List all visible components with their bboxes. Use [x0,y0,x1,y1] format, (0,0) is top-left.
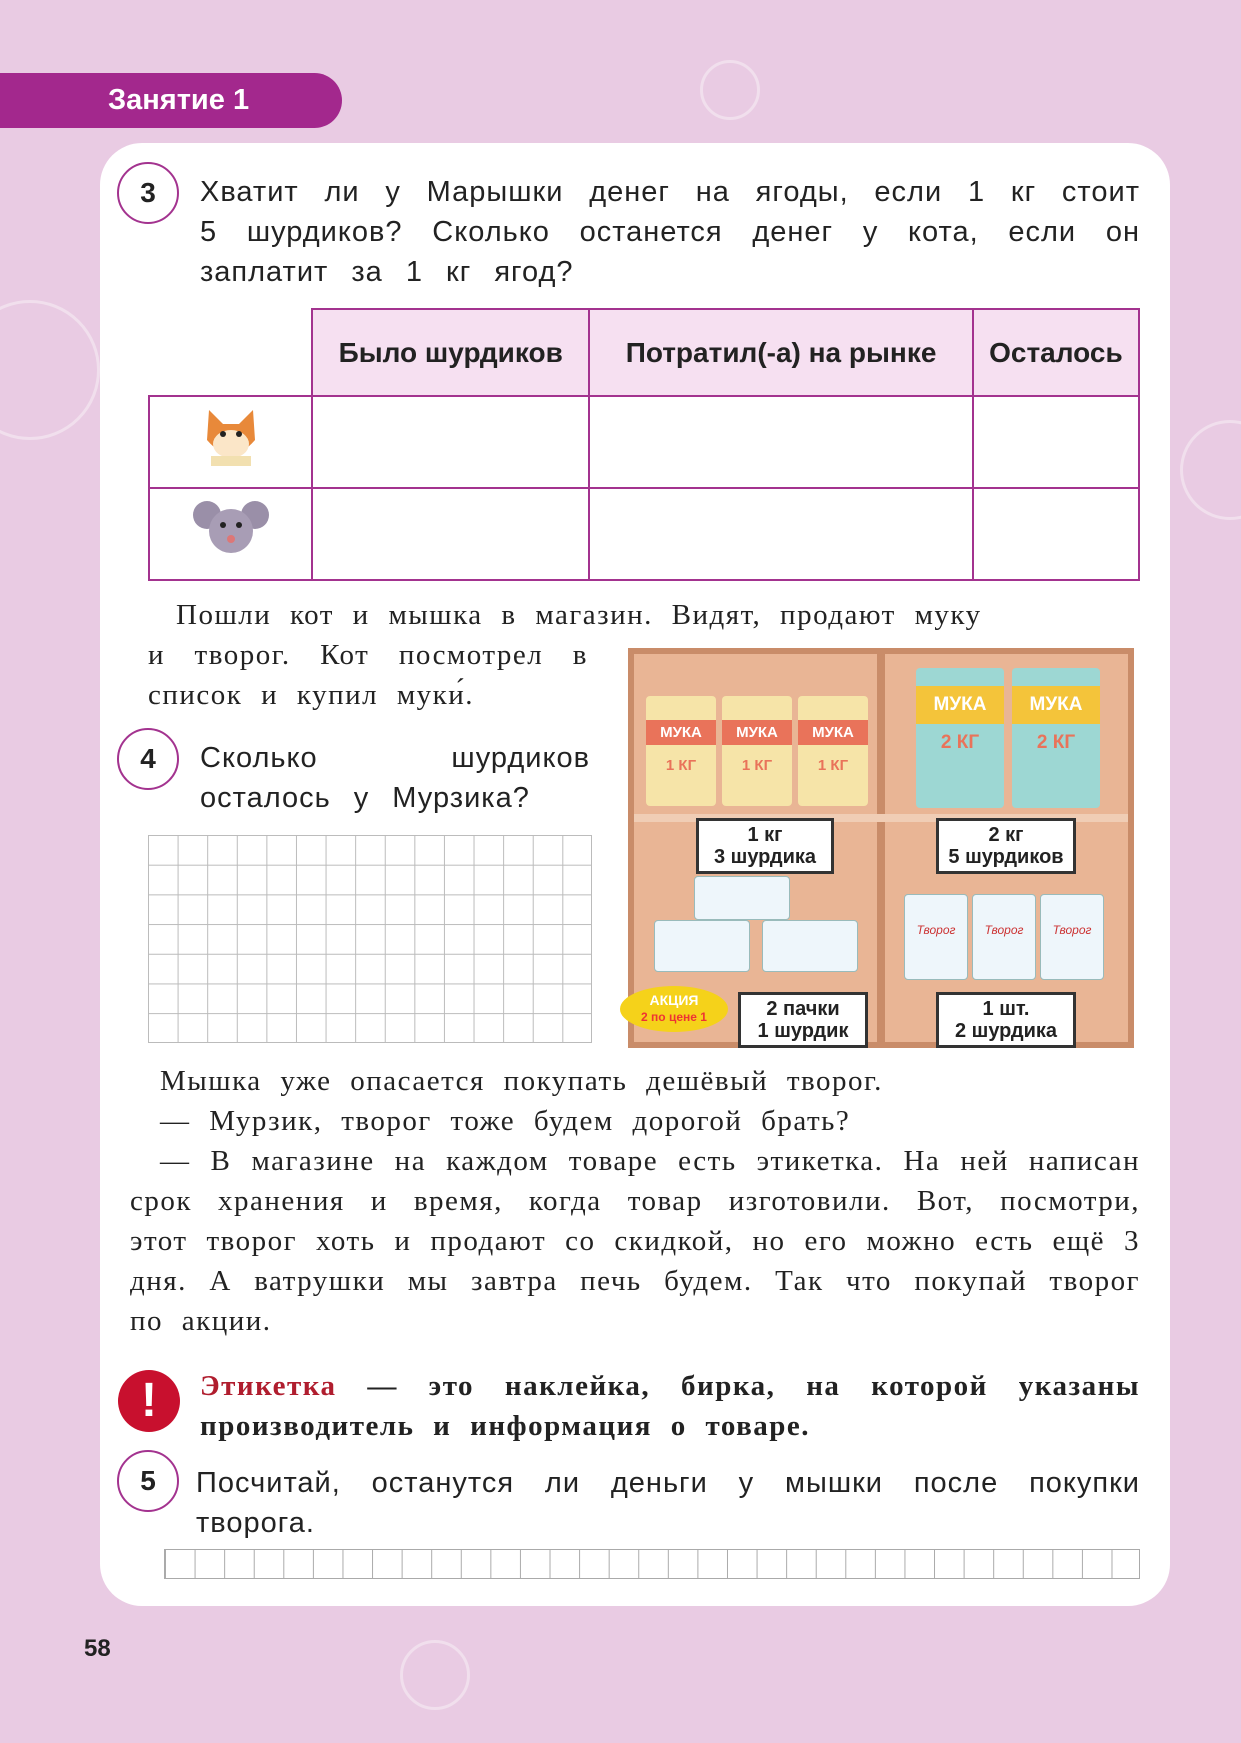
cheese-pack-cheap [694,876,790,920]
story-line: Пошли кот и мышка в магазин. Видят, продают муку [176,599,982,631]
answer-grid[interactable] [148,835,592,1043]
story-line: — Мурзик, творог тоже будем дорогой брать? [160,1105,851,1137]
answer-cell[interactable] [589,396,972,488]
exclamation-icon: ! [118,1370,180,1432]
mouse-face-icon [149,488,312,580]
story-line: Мышка уже опасается покупать дешёвый творог. [160,1065,883,1097]
answer-cell[interactable] [973,396,1139,488]
col-header-left: Осталось [973,309,1139,396]
rule-text: — это наклейка, бирка, на которой указаны производитель и информация о товаре. [200,1370,1140,1442]
task-number-4: 4 [117,728,179,790]
task5-text: Посчитай, останутся ли деньги у мышки после покупки творога. [196,1467,1140,1539]
cheese-pack-cheap [654,920,750,972]
col-header-had: Было шурдиков [312,309,589,396]
price-tag-flour-2kg: 2 кг 5 шурдиков [936,818,1076,874]
rule-definition [200,1366,1140,1446]
task4-text: Сколько шурдиков осталось у Мурзика? [200,742,590,814]
shop-shelf-illustration [628,648,1134,1048]
background-doodle [700,60,760,120]
price-tag-cheese: 1 шт. 2 шурдика [936,992,1076,1048]
task-number-5: 5 [117,1450,179,1512]
flour-bag: МУКА 1 КГ [798,696,868,806]
background-doodle [0,300,100,440]
col-header-spent: Потратил(-а) на рынке [589,309,972,396]
cheese-pack-cheap [762,920,858,972]
answer-table [148,308,1140,581]
flour-bag: МУКА 1 КГ [646,696,716,806]
cheese-pack: Творог [1040,894,1104,980]
lesson-title: Занятие 1 [108,84,250,116]
page-number: 58 [84,1635,111,1662]
answer-cell[interactable] [973,488,1139,580]
background-doodle [400,1640,470,1710]
cheese-pack: Творог [904,894,968,980]
story-text: и творог. Кот посмотрел в список и купил муки́. [148,639,588,711]
flour-bag-large: МУКА 2 КГ [1012,668,1100,808]
flour-bag: МУКА 1 КГ [722,696,792,806]
flour-bag-large: МУКА 2 КГ [916,668,1004,808]
answer-strip[interactable] [164,1549,1140,1579]
promo-badge: АКЦИЯ 2 по цене 1 [620,986,728,1032]
cheese-pack: Творог [972,894,1036,980]
table-row-mouse [149,488,1139,580]
answer-cell[interactable] [312,488,589,580]
task-number-3: 3 [117,162,179,224]
price-tag-flour-1kg: 1 кг 3 шурдика [696,818,834,874]
lesson-tab [0,73,342,128]
cat-face-icon [149,396,312,488]
price-tag-cheese-cheap: 2 пачки 1 шурдик [738,992,868,1048]
task3-text: Хватит ли у Марышки денег на ягоды, если 1 кг стоит 5 шурдиков? Сколько останется денег у кота, если он заплатит за 1 кг ягод? [200,176,1140,288]
table-row-cat [149,396,1139,488]
rule-term: Этикетка [200,1370,337,1402]
story-paragraph: — В магазине на каждом товаре есть этикетка. На ней написан срок хранения и время, когда товар изготовили. Вот, посмотри, этот творог хоть и продают со скидкой, но его можно есть ещё 3 дня. А ватрушки мы завтра печь будем. Так что покупай творог по акции. [130,1145,1140,1337]
answer-cell[interactable] [312,396,589,488]
answer-cell[interactable] [589,488,972,580]
background-doodle [1180,420,1241,520]
